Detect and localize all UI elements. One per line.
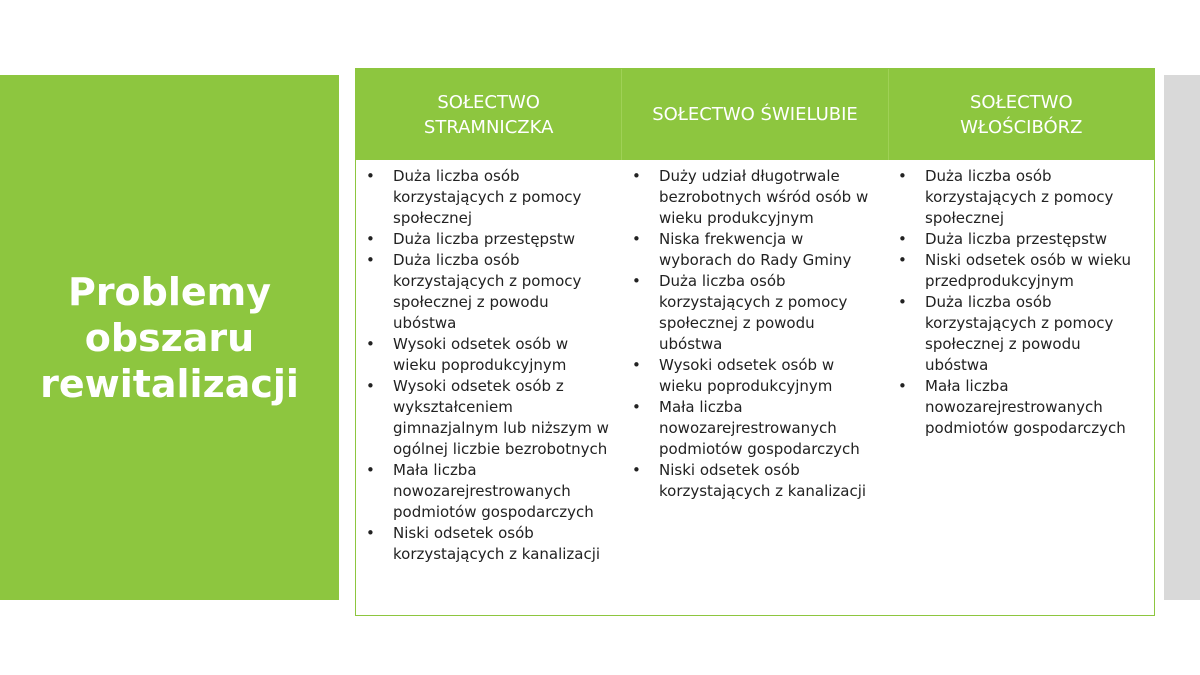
list-item: • Duża liczba osób korzystających z pomocy społecznej z powodu ubóstwa: [630, 271, 880, 355]
column-wloscibórz: [888, 160, 1154, 565]
list-item: • Duża liczba osób korzystających z pomocy społecznej z powodu ubóstwa: [364, 250, 614, 334]
header-stramniczka: SOŁECTWO STRAMNICZKA: [356, 69, 622, 160]
list-item: • Duża liczba przestępstw: [896, 229, 1146, 250]
slide-title: Problemy obszaru rewitalizacji: [40, 269, 299, 406]
problem-list-stramniczka: [364, 166, 614, 565]
list-item: • Wysoki odsetek osób w wieku poprodukcyjnym: [364, 334, 614, 376]
list-item: • Mała liczba nowozarejrestrowanych podmiotów gospodarczych: [364, 460, 614, 523]
list-item: • Mała liczba nowozarejrestrowanych podmiotów gospodarczych: [896, 376, 1146, 439]
list-item: • Duża liczba osób korzystających z pomocy społecznej: [364, 166, 614, 229]
header-wloscibórz: SOŁECTWO WŁOŚCIBÓRZ: [960, 91, 1083, 138]
list-item: • Niski odsetek osób korzystających z kanalizacji: [364, 523, 614, 565]
list-item: • Niska frekwencja w wyborach do Rady Gminy: [630, 229, 880, 271]
list-item: • Wysoki odsetek osób z wykształceniem gimnazjalnym lub niższym w ogólnej liczbie bezrobotnych: [364, 376, 614, 460]
column-stramniczka: [356, 160, 622, 565]
table-body-row: [356, 160, 1154, 565]
list-item: • Niski odsetek osób w wieku przedprodukcyjnym: [896, 250, 1146, 292]
table-header-row: [356, 69, 1154, 160]
problem-list-swielubie: [630, 166, 880, 502]
problems-table: [355, 68, 1155, 616]
list-item: • Duża liczba osób korzystających z pomocy społecznej z powodu ubóstwa: [896, 292, 1146, 376]
side-strip: [1164, 75, 1200, 600]
list-item: • Niski odsetek osób korzystających z kanalizacji: [630, 460, 880, 502]
list-item: • Duża liczba przestępstw: [364, 229, 614, 250]
list-item: • Wysoki odsetek osób w wieku poprodukcyjnym: [630, 355, 880, 397]
title-panel: [0, 75, 339, 600]
list-item: • Duży udział długotrwale bezrobotnych wśród osób w wieku produkcyjnym: [630, 166, 880, 229]
header-swielubie: SOŁECTWO ŚWIELUBIE: [622, 69, 888, 160]
list-item: • Duża liczba osób korzystających z pomocy społecznej: [896, 166, 1146, 229]
list-item: • Mała liczba nowozarejrestrowanych podmiotów gospodarczych: [630, 397, 880, 460]
column-swielubie: [622, 160, 888, 565]
problem-list-wloscibórz: [896, 166, 1146, 439]
